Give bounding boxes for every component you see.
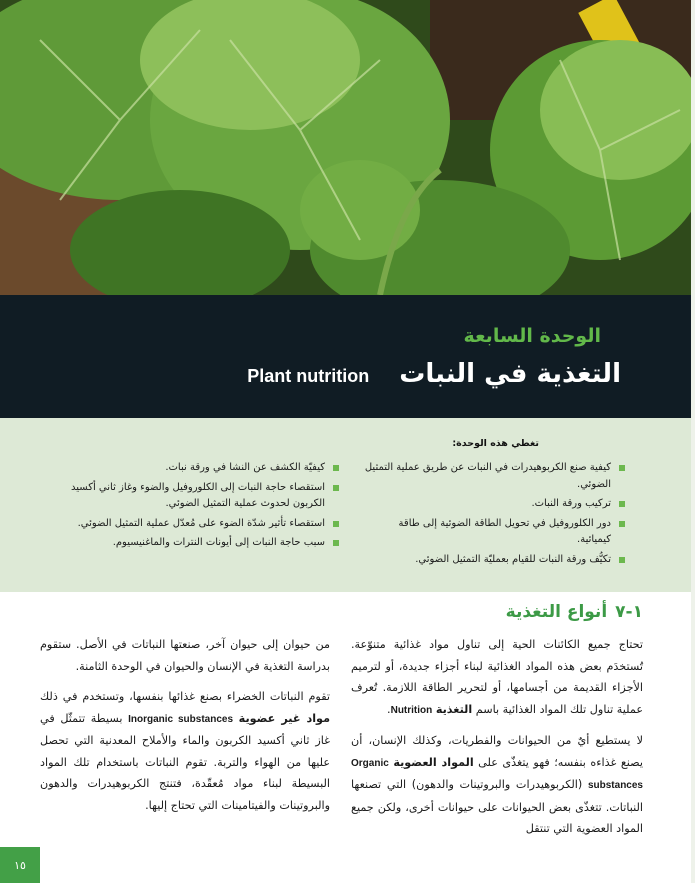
key-term-english: Inorganic substances (128, 713, 233, 725)
section-heading (506, 602, 643, 622)
plant-leaves-illustration (0, 0, 695, 295)
objective-item: دور الكلوروفيل في تحويل الطاقة الضوئية إلى طاقة كيميائية. (363, 516, 625, 549)
paragraph: من حيوان إلى حيوان آخر، صنعتها النباتات في الأصل. ستقوم بدراسة التغذية في الإنسان والحيوان في الوحدة الثامنة. (40, 638, 330, 673)
bullet-square-icon (333, 540, 339, 546)
unit-banner (0, 295, 691, 418)
unit-title-arabic: التغذية في النبات (399, 359, 621, 389)
paragraph: تحتاج جميع الكائنات الحية إلى تناول مواد غذائية متنوّعة. تُستخدَم بعض هذه المواد الغذائية لبناء أجزاء جديدة، أو لترميم الأجزاء القديمة من أجسامها، أو لتحرير الطاقة اللازمة. تُعرف عملية تناول تلك المواد الغذائية باسم التغذية Nutrition. (351, 638, 643, 716)
bullet-square-icon (619, 521, 625, 527)
body-column-left (40, 634, 330, 825)
unit-objectives-box (0, 418, 691, 592)
body-column-right (351, 634, 643, 849)
objective-item: كيفيّة الكشف عن النشا في ورقة نبات. (59, 460, 339, 477)
bullet-square-icon (619, 465, 625, 471)
objective-item: كيفية صنع الكربوهيدرات في النبات عن طريق عملية التمثيل الضوئي. (363, 460, 625, 493)
unit-title-english: Plant nutrition (247, 366, 370, 386)
objective-item: استقصاء حاجة النبات إلى الكلوروفيل والضوء وغاز ثاني أكسيد الكربون لحدوث عملية التمثيل الضوئي. (59, 480, 339, 513)
page-edge (691, 0, 695, 883)
bullet-square-icon (333, 521, 339, 527)
bullet-square-icon (619, 501, 625, 507)
objectives-left-column (59, 460, 339, 555)
objective-item: سبب حاجة النبات إلى أيونات النترات والماغنيسيوم. (59, 535, 339, 552)
objective-item: استقصاء تأثير شدّة الضوء على مُعدّل عملية التمثيل الضوئي. (59, 516, 339, 533)
key-term: المواد العضوية (393, 755, 474, 769)
key-term: مواد غير عضوية (238, 711, 330, 725)
objective-item: تركيب ورقة النبات. (363, 496, 625, 513)
bullet-square-icon (619, 557, 625, 563)
key-term-english: Nutrition (390, 704, 433, 716)
bullet-square-icon (333, 465, 339, 471)
objective-item: تكيُّف ورقة النبات للقيام بعمليّة التمثيل الضوئي. (363, 552, 625, 569)
key-term: التغذية (435, 702, 473, 716)
key-term-english: Organic substances (351, 757, 643, 791)
page-number: ١٥ (0, 847, 40, 883)
paragraph: لا يستطيع أيٌ من الحيوانات والفطريات، وكذلك الإنسان، أن يصنع غذاءه بنفسه؛ فهو يتغذّى على المواد العضوية Organic substances (الكربوهيدرات والبروتينات والدهون) التي تصنعها النباتات. تتغذّى بعض الحيوانات على حيوانات أخرى، ولكن جميع المواد العضوية التي تنتقل (351, 734, 644, 835)
unit-label: الوحدة السابعة (463, 325, 601, 347)
unit-title-row (247, 359, 621, 389)
paragraph: تقوم النباتات الخضراء بصنع غذائها بنفسها، وتستخدم في ذلك مواد غير عضوية Inorganic substances بسيطة تتمثّل في غاز ثاني أكسيد الكربون والماء والأملاح المعدنية التي تحصل عليها من الهواء والتربة. تقوم النباتات باستخدام تلك المواد البسيطة لبناء مواد مُعقّدة، فتنتج الكربوهيدرات والدهون والبروتينات والفيتامينات التي تحتاج إليها. (40, 690, 330, 812)
hero-photo (0, 0, 695, 295)
bullet-square-icon (333, 485, 339, 491)
objectives-heading: تغطي هذه الوحدة: (452, 438, 539, 449)
section-number: ١-٧ (615, 602, 643, 622)
section-title: أنواع التغذية (505, 602, 608, 622)
objectives-right-column (363, 460, 625, 571)
